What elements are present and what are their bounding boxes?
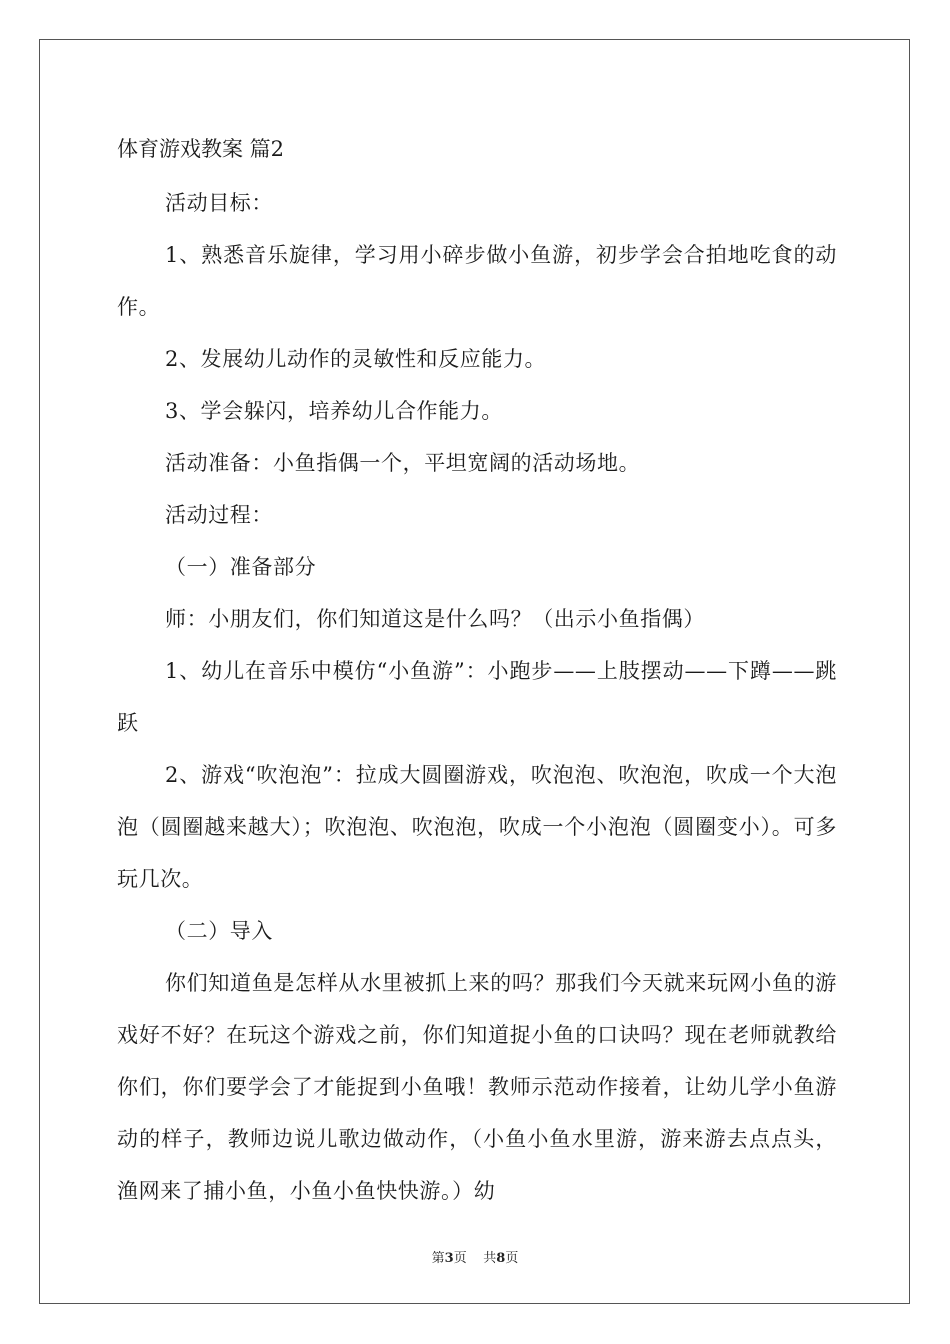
paragraph-process-heading: 活动过程： — [165, 503, 273, 527]
footer-page-number: 3 — [444, 1251, 454, 1266]
paragraph-introduction: 你们知道鱼是怎样从水里被抓上来的吗？那我们今天就来玩网小鱼的游戏好不好？在玩这个游戏之前，你们知道捉小鱼的口诀吗？现在老师就教给你们，你们要学会了才能捉到小鱼哦！教师示范动作接着，让幼儿学小鱼游动的样子，教师边说儿歌边做动作，（小鱼小鱼水里游，游来游去点点头，渔网来了捕小鱼，小鱼小鱼快快游。）幼 — [117, 971, 837, 1203]
page-footer — [0, 1247, 950, 1266]
paragraph-section-2-heading: （二）导入 — [165, 919, 273, 943]
document-body — [117, 126, 837, 1217]
paragraph-goal-2: 2、发展幼儿动作的灵敏性和反应能力。 — [165, 347, 547, 371]
paragraph-goal-1: 1、熟悉音乐旋律，学习用小碎步做小鱼游，初步学会合拍地吃食的动作。 — [117, 243, 837, 319]
paragraph-teacher-question: 师：小朋友们，你们知道这是什么吗？（出示小鱼指偶） — [165, 607, 705, 631]
paragraph-activity-goals: 活动目标： — [165, 191, 273, 215]
footer-page-prefix: 第 — [431, 1251, 445, 1266]
paragraph-step-1: 1、幼儿在音乐中模仿“小鱼游”：小跑步——上肢摆动——下蹲——跳跃 — [117, 659, 837, 735]
document-title: 体育游戏教案 篇2 — [117, 137, 285, 161]
paragraph-step-2: 2、游戏“吹泡泡”：拉成大圆圈游戏，吹泡泡、吹泡泡，吹成一个大泡泡（圆圈越来越大）；吹泡泡、吹泡泡，吹成一个小泡泡（圆圈变小）。可多玩几次。 — [117, 763, 837, 891]
paragraph-section-1-heading: （一）准备部分 — [165, 555, 317, 579]
footer-total-pages: 8 — [496, 1251, 506, 1266]
footer-total-suffix: 页 — [505, 1251, 519, 1266]
paragraph-preparation: 活动准备：小鱼指偶一个，平坦宽阔的活动场地。 — [165, 451, 641, 475]
paragraph-goal-3: 3、学会躲闪，培养幼儿合作能力。 — [165, 399, 503, 423]
footer-page-suffix: 页 — [453, 1251, 467, 1266]
footer-total-prefix: 共 — [483, 1251, 497, 1266]
